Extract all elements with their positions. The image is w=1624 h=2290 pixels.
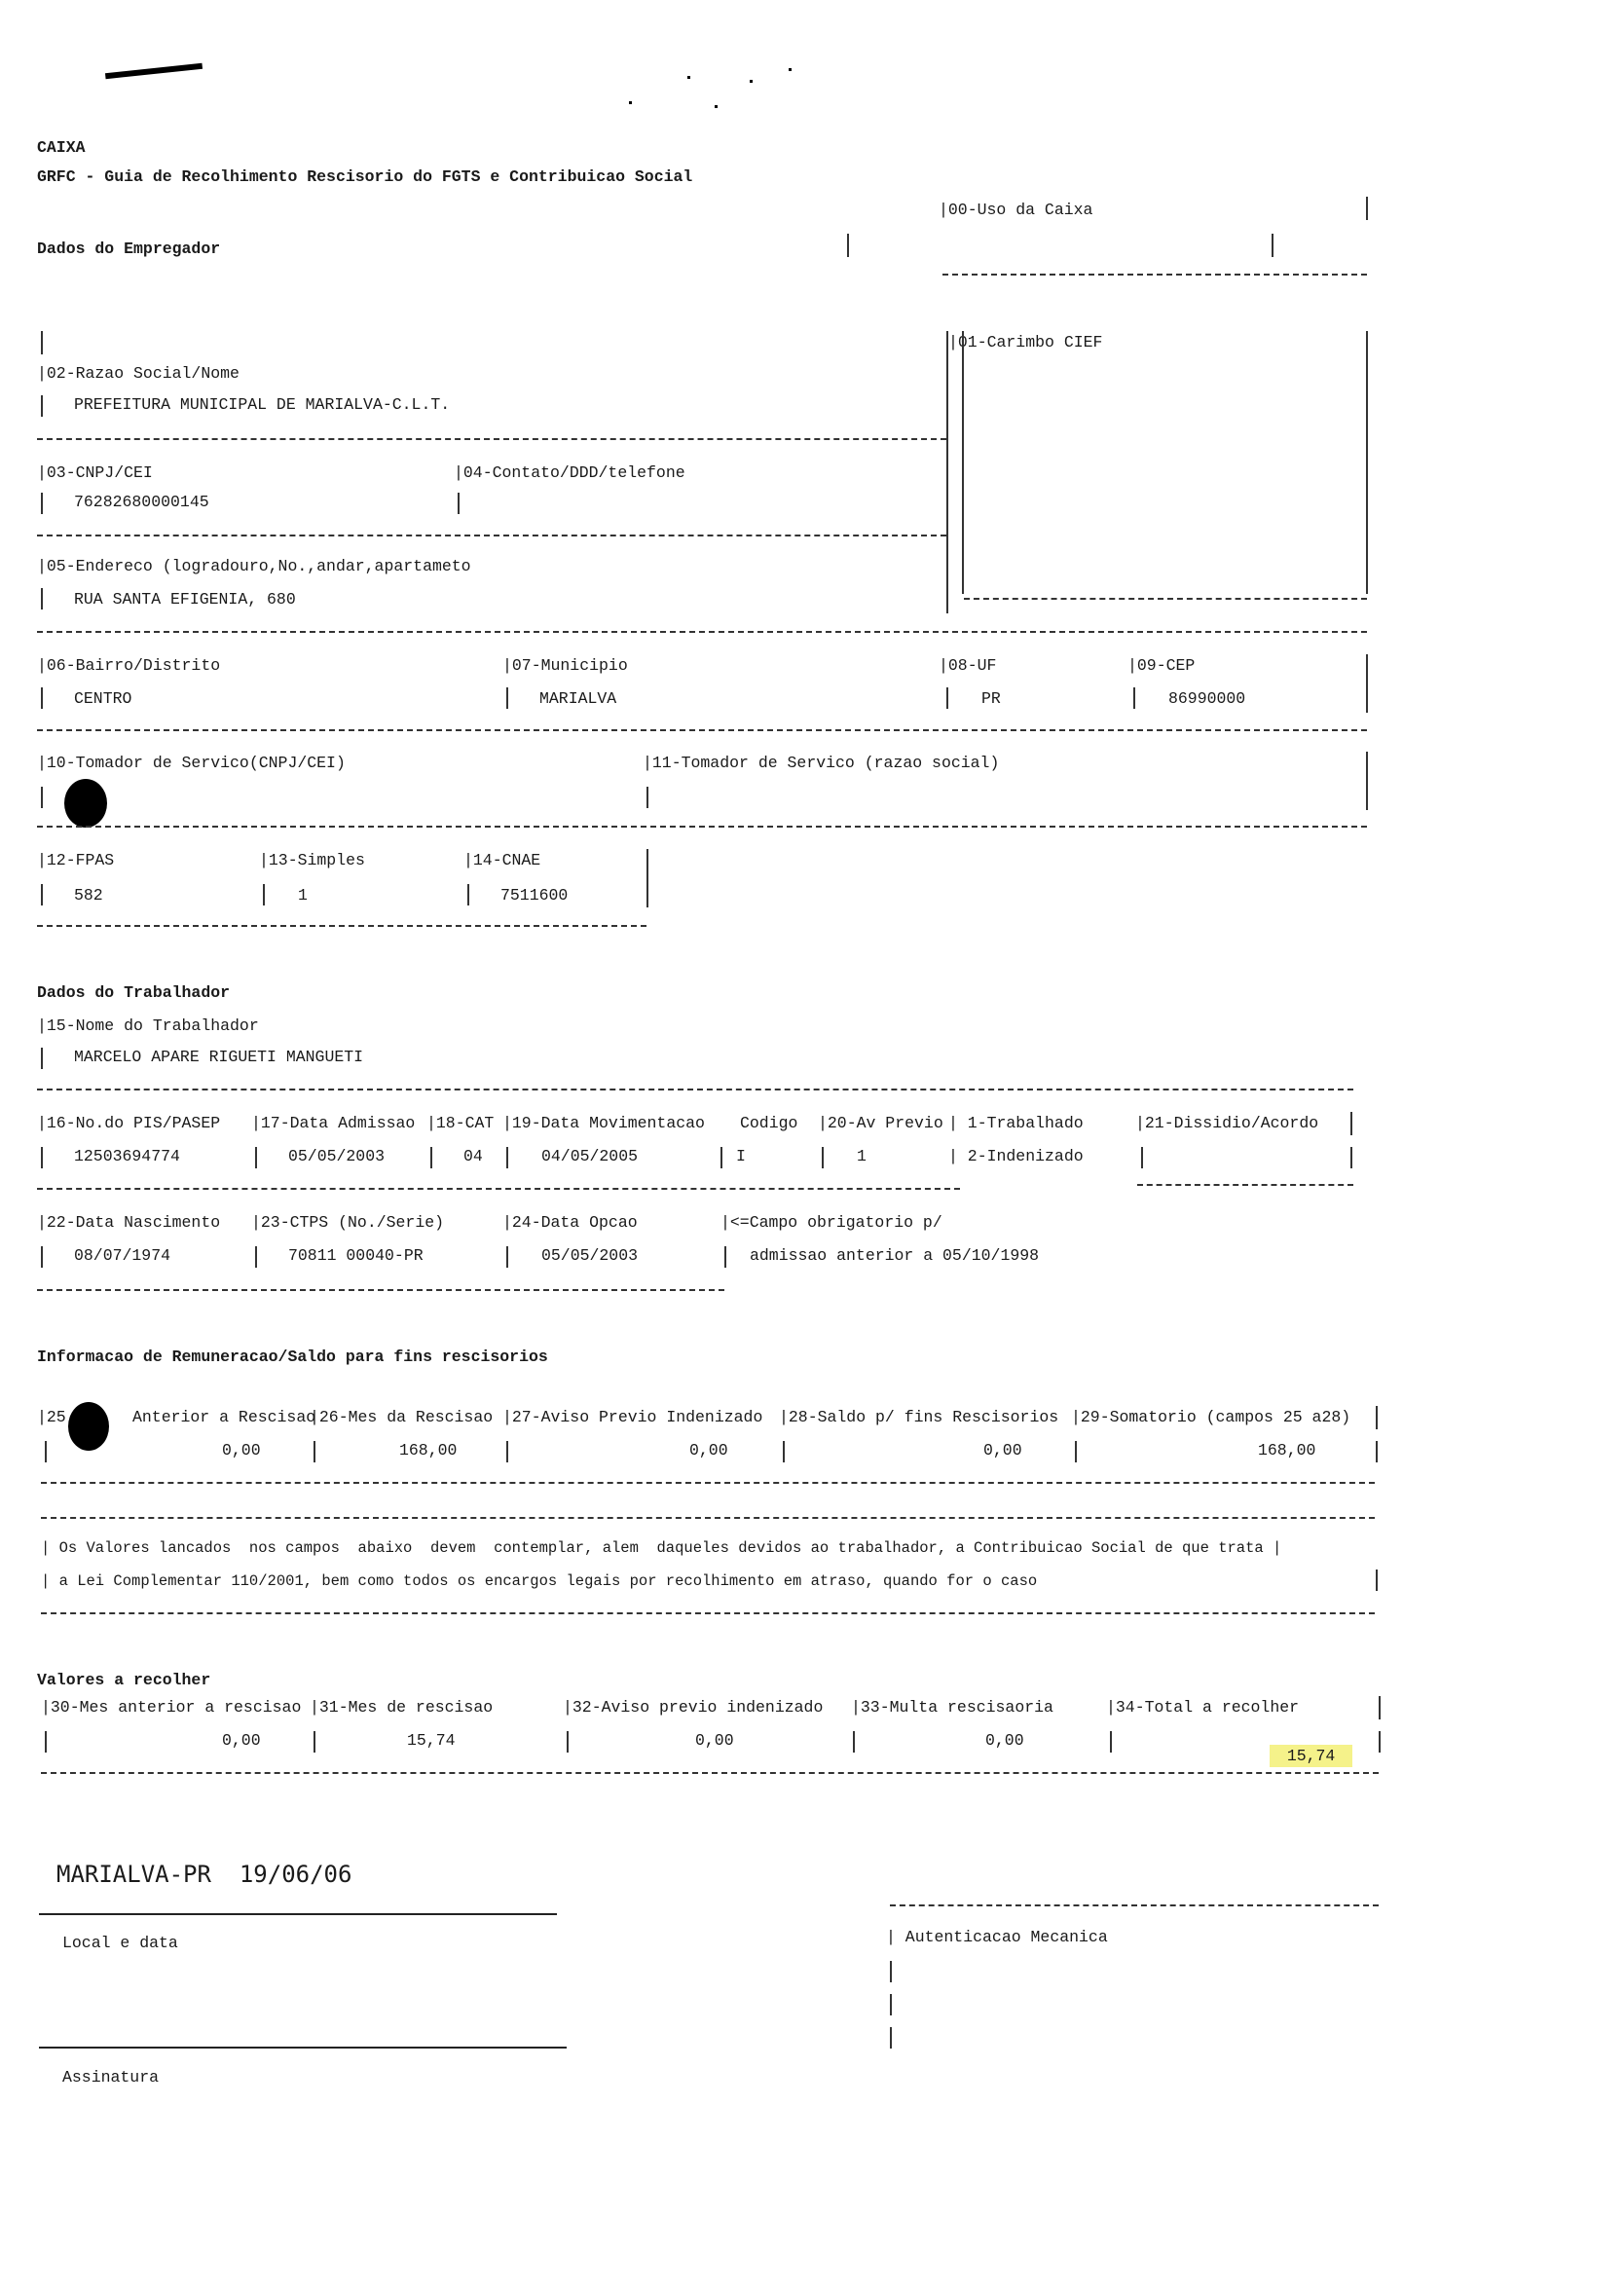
tomador-razao-label: |11-Tomador de Servico (razao social) — [643, 754, 1000, 772]
f34-label: |34-Total a recolher — [1106, 1698, 1300, 1717]
cnae-value: 7511600 — [500, 886, 569, 905]
codigo-value: I — [736, 1147, 746, 1165]
autenticacao-label: | Autenticacao Mecanica — [886, 1928, 1108, 1946]
nome-label: |15-Nome do Trabalhador — [37, 1016, 259, 1035]
divider — [1366, 654, 1368, 713]
scan-speck — [687, 76, 690, 79]
f29-value: 168,00 — [1258, 1441, 1316, 1459]
f30-value: 0,00 — [222, 1731, 261, 1750]
divider — [41, 1246, 43, 1268]
remuneracao-section-title: Informacao de Remuneracao/Saldo para fins rescisorios — [37, 1348, 548, 1366]
f27-value: 0,00 — [689, 1441, 728, 1459]
cat-value: 04 — [463, 1147, 483, 1165]
divider — [890, 1994, 892, 2015]
f32-value: 0,00 — [695, 1731, 734, 1750]
cep-label: |09-CEP — [1127, 656, 1196, 675]
divider — [37, 1089, 1353, 1090]
divider — [41, 331, 43, 354]
divider — [506, 1246, 508, 1268]
nascimento-label: |22-Data Nascimento — [37, 1213, 221, 1232]
divider — [1075, 1441, 1077, 1462]
divider — [45, 1441, 47, 1462]
divider — [1376, 1406, 1378, 1429]
f33-label: |33-Multa rescisaoria — [851, 1698, 1053, 1717]
divider — [506, 1441, 508, 1462]
aviso-value: 1 — [857, 1147, 867, 1165]
divider — [890, 1961, 892, 1982]
divider — [41, 1048, 43, 1069]
assinatura-label: Assinatura — [62, 2068, 160, 2087]
divider — [724, 1246, 726, 1268]
obrigatorio-note: |<=Campo obrigatorio p/ — [720, 1213, 942, 1232]
divider — [1366, 752, 1368, 810]
divider — [37, 826, 1367, 828]
divider — [853, 1731, 855, 1753]
trabalhado-label: | 1-Trabalhado — [948, 1114, 1084, 1132]
f33-value: 0,00 — [985, 1731, 1024, 1750]
f28-label: |28-Saldo p/ fins Rescisorios — [779, 1408, 1059, 1426]
divider — [962, 331, 964, 594]
razao-social-value: PREFEITURA MUNICIPAL DE MARIALVA-C.L.T. — [74, 395, 451, 414]
divider — [37, 1188, 960, 1190]
divider — [720, 1147, 722, 1168]
recolher-section-title: Valores a recolher — [37, 1671, 211, 1689]
divider — [255, 1147, 257, 1168]
aviso-label: |20-Av Previo — [818, 1114, 943, 1132]
divider — [314, 1731, 315, 1753]
divider — [458, 493, 460, 514]
divider — [847, 234, 849, 257]
divider — [1366, 197, 1368, 220]
divider — [41, 1517, 1375, 1519]
divider — [1350, 1147, 1352, 1168]
f25-label-prefix: |25 — [37, 1408, 66, 1426]
divider — [41, 787, 43, 808]
employer-section-title: Dados do Empregador — [37, 240, 221, 258]
signature-line — [39, 2047, 567, 2049]
divider — [890, 1904, 1379, 1906]
divider — [37, 925, 646, 927]
divider — [1366, 331, 1368, 594]
divider — [430, 1147, 432, 1168]
document-title: GRFC - Guia de Recolhimento Rescisorio do FGTS e Contribuicao Social — [37, 167, 693, 186]
divider — [506, 1147, 508, 1168]
divider — [1141, 1147, 1143, 1168]
f31-value: 15,74 — [407, 1731, 456, 1750]
ctps-label: |23-CTPS (No./Serie) — [251, 1213, 445, 1232]
opcao-value: 05/05/2003 — [541, 1246, 639, 1265]
scan-speck — [629, 101, 632, 104]
divider — [1133, 687, 1135, 709]
municipio-value: MARIALVA — [539, 689, 617, 708]
divider — [41, 884, 43, 905]
cnae-label: |14-CNAE — [463, 851, 541, 869]
dissidio-label: |21-Dissidio/Acordo — [1135, 1114, 1319, 1132]
nascimento-value: 08/07/1974 — [74, 1246, 171, 1265]
divider — [41, 1772, 1379, 1774]
endereco-label: |05-Endereco (logradouro,No.,andar,apartameto — [37, 557, 471, 575]
divider — [946, 687, 948, 709]
divider — [37, 631, 1367, 633]
f34-value-highlight — [1250, 1727, 1352, 1766]
divider — [1376, 1570, 1378, 1591]
cnpj-label: |03-CNPJ/CEI — [37, 463, 153, 482]
divider — [37, 1289, 724, 1291]
divider — [646, 787, 648, 808]
divider — [37, 729, 1367, 731]
nome-value: MARCELO APARE RIGUETI MANGUETI — [74, 1048, 364, 1066]
fpas-value: 582 — [74, 886, 103, 905]
simples-value: 1 — [298, 886, 308, 905]
divider — [1272, 234, 1273, 257]
divider — [41, 395, 43, 417]
divider — [37, 535, 946, 536]
opcao-label: |24-Data Opcao — [502, 1213, 638, 1232]
local-data-label: Local e data — [62, 1934, 178, 1952]
divider — [41, 1612, 1375, 1614]
f25-value: 0,00 — [222, 1441, 261, 1459]
scan-speck — [750, 80, 753, 83]
bairro-value: CENTRO — [74, 689, 132, 708]
divider — [822, 1147, 824, 1168]
uso-caixa-label: |00-Uso da Caixa — [939, 201, 1093, 219]
uf-label: |08-UF — [939, 656, 997, 675]
divider — [946, 331, 948, 613]
divider — [646, 849, 648, 907]
divider — [467, 884, 469, 905]
uf-value: PR — [981, 689, 1001, 708]
worker-section-title: Dados do Trabalhador — [37, 983, 231, 1002]
divider — [255, 1246, 257, 1268]
endereco-value: RUA SANTA EFIGENIA, 680 — [74, 590, 296, 609]
notice-line-1: | Os Valores lancados nos campos abaixo devem contemplar, alem daqueles devidos ao trabalhador, a Contribuicao Social de que trata | — [41, 1539, 1282, 1557]
divider — [37, 438, 946, 440]
punch-hole — [64, 779, 107, 828]
f34-value: 15,74 — [1270, 1745, 1353, 1767]
razao-social-label: |02-Razao Social/Nome — [37, 364, 240, 383]
ctps-value: 70811 00040-PR — [288, 1246, 424, 1265]
scan-speck — [715, 105, 718, 108]
f26-value: 168,00 — [399, 1441, 458, 1459]
divider — [41, 588, 43, 609]
divider — [1379, 1731, 1381, 1753]
divider — [1137, 1184, 1353, 1186]
divider — [1379, 1696, 1381, 1719]
divider — [1376, 1441, 1378, 1462]
indenizado-label: | 2-Indenizado — [948, 1147, 1084, 1165]
signature-line — [39, 1913, 557, 1915]
divider — [45, 1731, 47, 1753]
bairro-label: |06-Bairro/Distrito — [37, 656, 221, 675]
punch-hole — [68, 1402, 109, 1451]
fpas-label: |12-FPAS — [37, 851, 115, 869]
carimbo-label: |01-Carimbo CIEF — [948, 333, 1103, 351]
divider — [964, 598, 1367, 600]
f26-label: |26-Mes da Rescisao — [310, 1408, 494, 1426]
f31-label: |31-Mes de rescisao — [310, 1698, 494, 1717]
bank-name: CAIXA — [37, 138, 86, 157]
admissao-label: |17-Data Admissao — [251, 1114, 416, 1132]
tomador-cnpj-label: |10-Tomador de Servico(CNPJ/CEI) — [37, 754, 346, 772]
f25-label: Anterior a Rescisao — [132, 1408, 316, 1426]
scan-speck — [789, 68, 792, 71]
divider — [890, 2027, 892, 2049]
simples-label: |13-Simples — [259, 851, 365, 869]
cat-label: |18-CAT — [426, 1114, 495, 1132]
pis-value: 12503694774 — [74, 1147, 180, 1165]
f27-label: |27-Aviso Previo Indenizado — [502, 1408, 763, 1426]
cnpj-value: 76282680000145 — [74, 493, 209, 511]
divider — [1350, 1112, 1352, 1135]
divider — [41, 687, 43, 709]
obrigatorio-note-2: admissao anterior a 05/10/1998 — [750, 1246, 1040, 1265]
admissao-value: 05/05/2003 — [288, 1147, 386, 1165]
divider — [1110, 1731, 1112, 1753]
f32-label: |32-Aviso previo indenizado — [563, 1698, 824, 1717]
f29-label: |29-Somatorio (campos 25 a28) — [1071, 1408, 1351, 1426]
divider — [263, 884, 265, 905]
f28-value: 0,00 — [983, 1441, 1022, 1459]
cep-value: 86990000 — [1168, 689, 1246, 708]
divider — [314, 1441, 315, 1462]
divider — [783, 1441, 785, 1462]
contato-label: |04-Contato/DDD/telefone — [454, 463, 685, 482]
divider — [942, 274, 1367, 276]
codigo-label: Codigo — [740, 1114, 798, 1132]
divider — [41, 1482, 1375, 1484]
divider — [41, 1147, 43, 1168]
scan-mark — [105, 63, 203, 79]
divider — [567, 1731, 569, 1753]
divider — [506, 687, 508, 709]
municipio-label: |07-Municipio — [502, 656, 628, 675]
notice-line-2: | a Lei Complementar 110/2001, bem como todos os encargos legais por recolhimento em atraso, quando for o caso — [41, 1572, 1038, 1590]
f30-label: |30-Mes anterior a rescisao — [41, 1698, 302, 1717]
movimentacao-label: |19-Data Movimentacao — [502, 1114, 705, 1132]
movimentacao-value: 04/05/2005 — [541, 1147, 639, 1165]
pis-label: |16-No.do PIS/PASEP — [37, 1114, 221, 1132]
local-data-value: MARIALVA-PR 19/06/06 — [56, 1861, 352, 1888]
divider — [41, 493, 43, 514]
